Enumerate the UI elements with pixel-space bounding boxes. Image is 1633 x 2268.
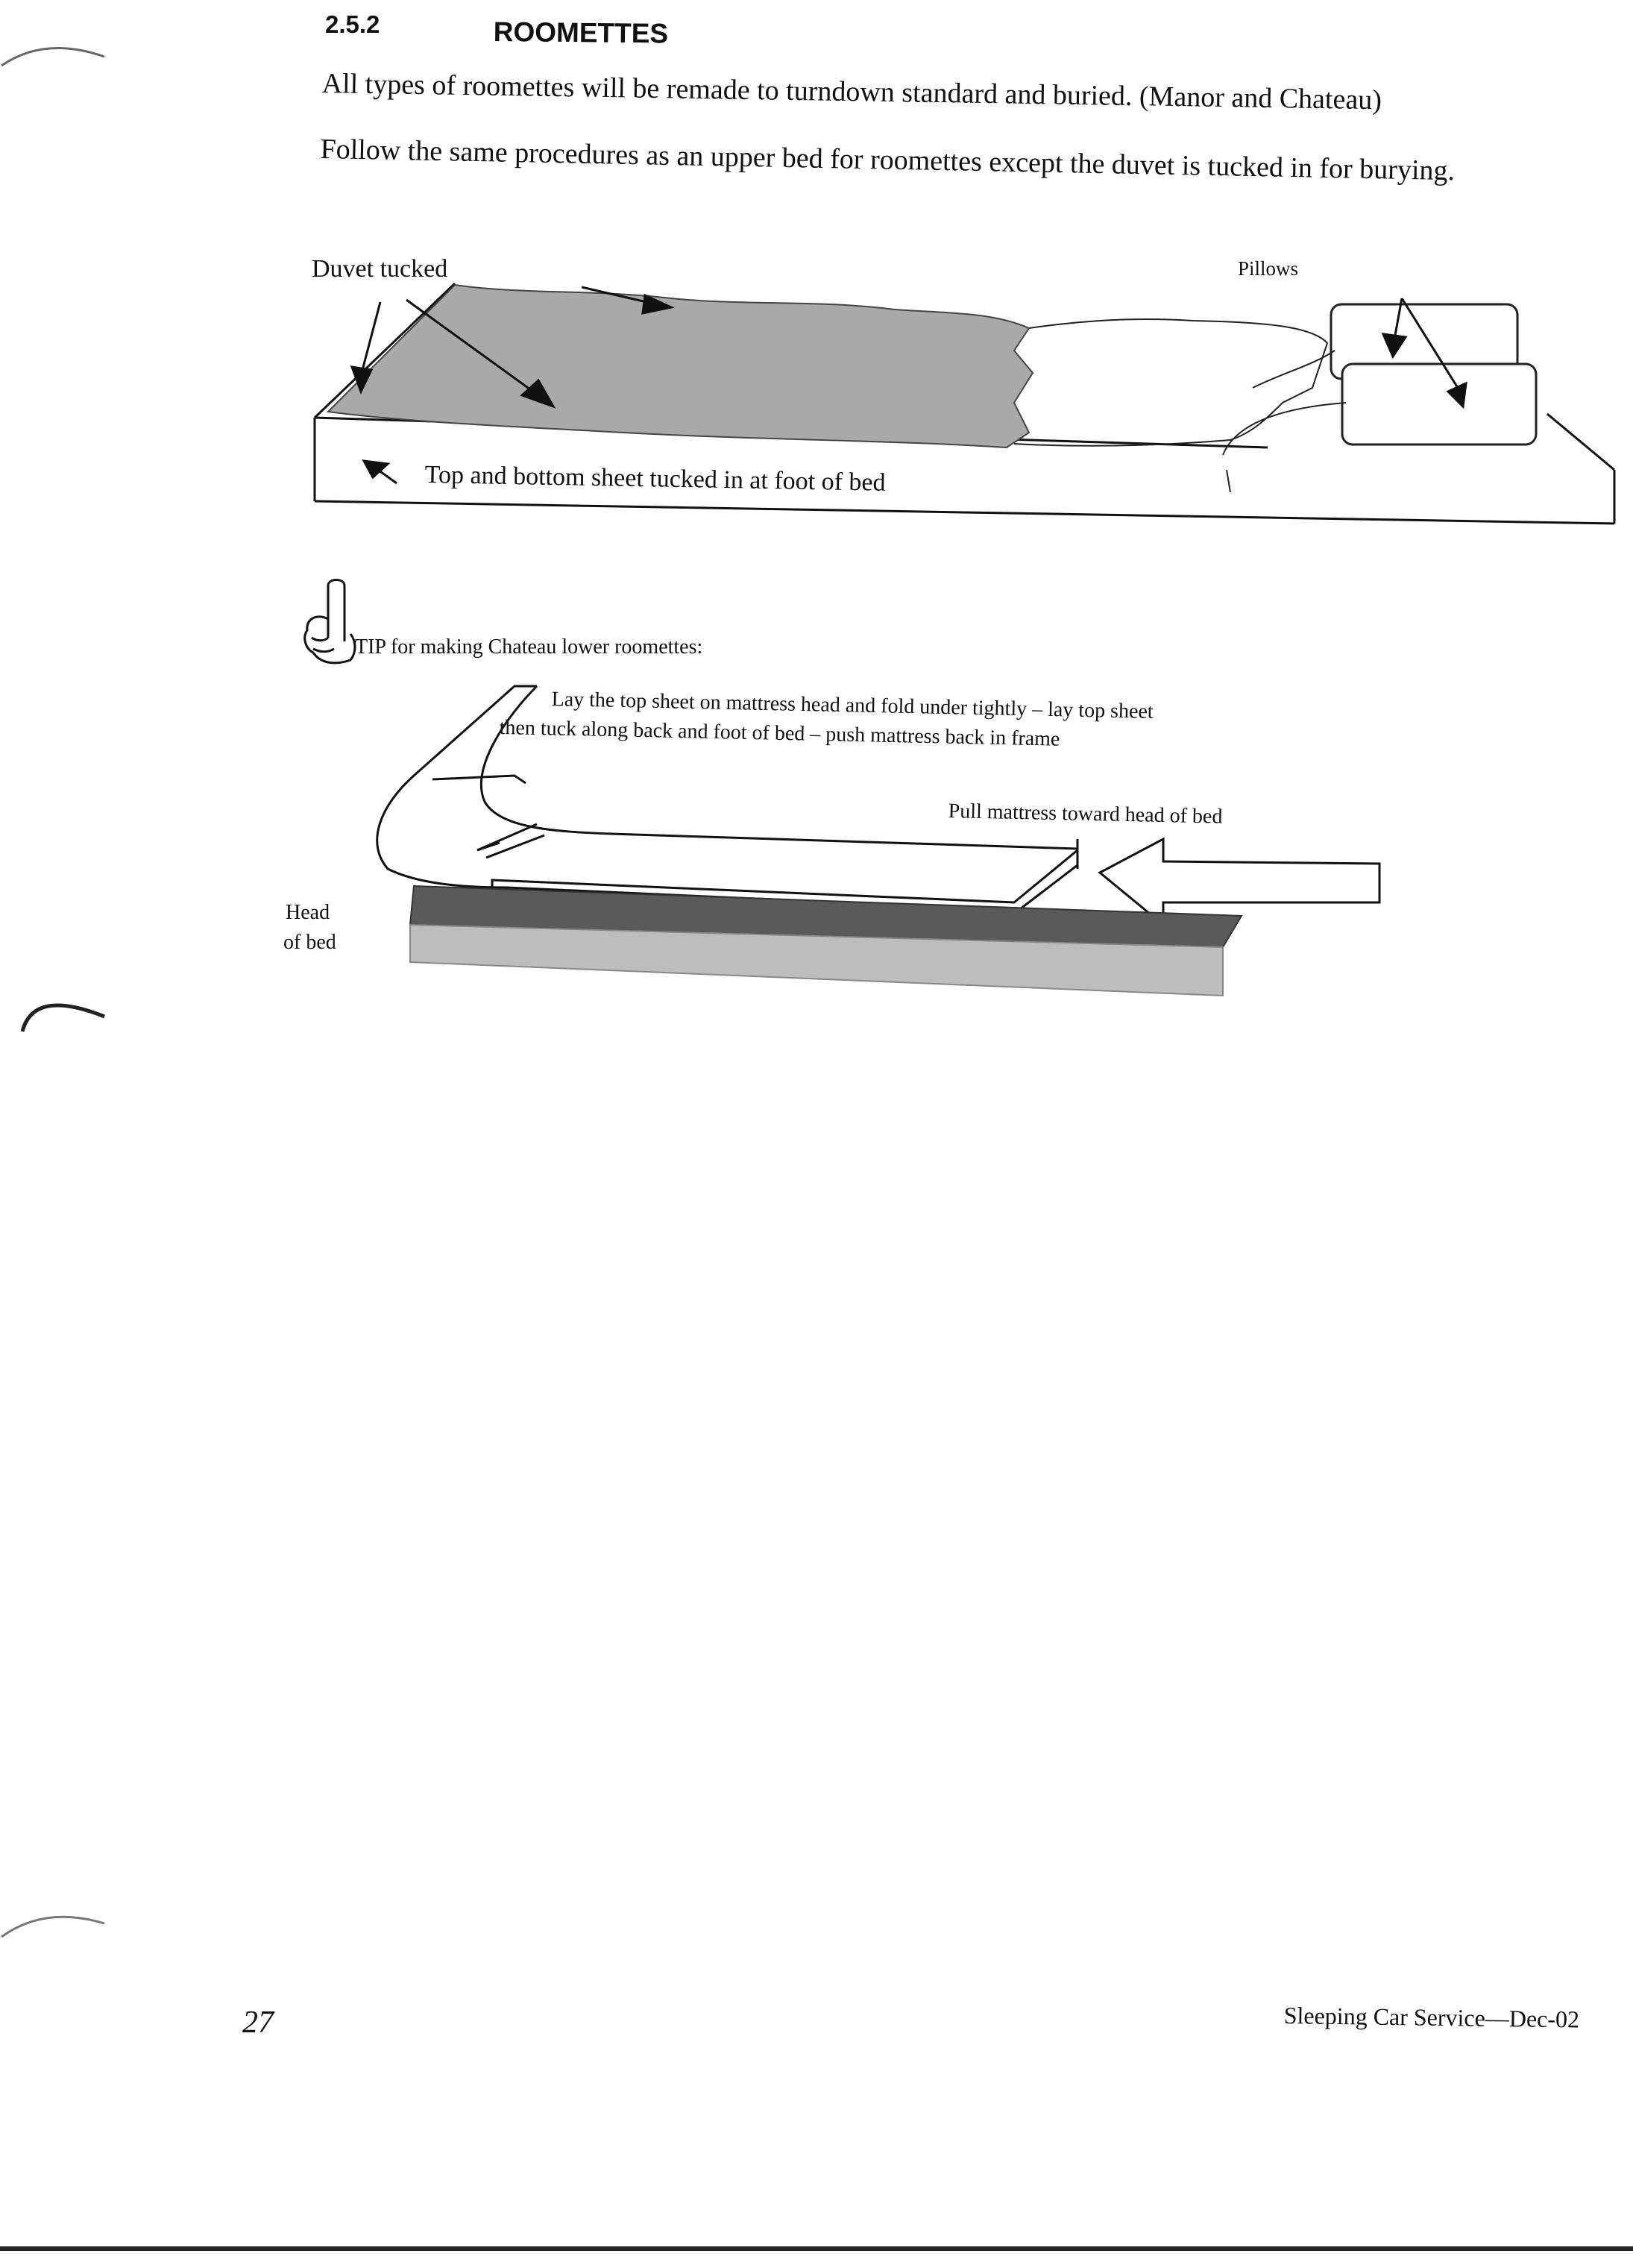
paragraph-roomettes-standard: All types of roomettes will be remade to turndown standard and buried. (Manor and Chateau) [321,67,1382,116]
section-title: ROOMETTES [493,16,669,49]
section-number: 2.5.2 [325,10,380,38]
sheet-fold [1014,319,1327,446]
head-of-bed-label-line-2: of bed [283,931,336,954]
paragraph-roomettes-procedure: Follow the same procedures as an upper bed for roomettes except the duvet is tucked in for burying. [320,133,1456,187]
pointing-hand-icon [305,580,355,663]
sheet-tucked-label: Top and bottom sheet tucked in at foot of bed [424,461,886,497]
duvet-shape [328,285,1033,447]
head-of-bed-label-line-1: Head [286,901,330,924]
page-bottom-edge [0,2246,1633,2251]
pull-mattress-label: Pull mattress toward head of bed [948,800,1223,829]
pillow-front [1342,364,1536,445]
pillows-label: Pillows [1238,257,1299,280]
footer-text: Sleeping Car Service—Dec-02 [1283,2002,1580,2033]
tip-instruction-line-2: then tuck along back and foot of bed – push mattress back in frame [499,716,1060,751]
duvet-tucked-label: Duvet tucked [312,255,448,283]
tip-heading: TIP for making Chateau lower roomettes: [355,635,703,659]
tip-instruction-line-1: Lay the top sheet on mattress head and fold under tightly – lay top sheet [551,688,1154,723]
page-number: 27 [242,2005,274,2040]
sheet-arrow [364,461,397,483]
